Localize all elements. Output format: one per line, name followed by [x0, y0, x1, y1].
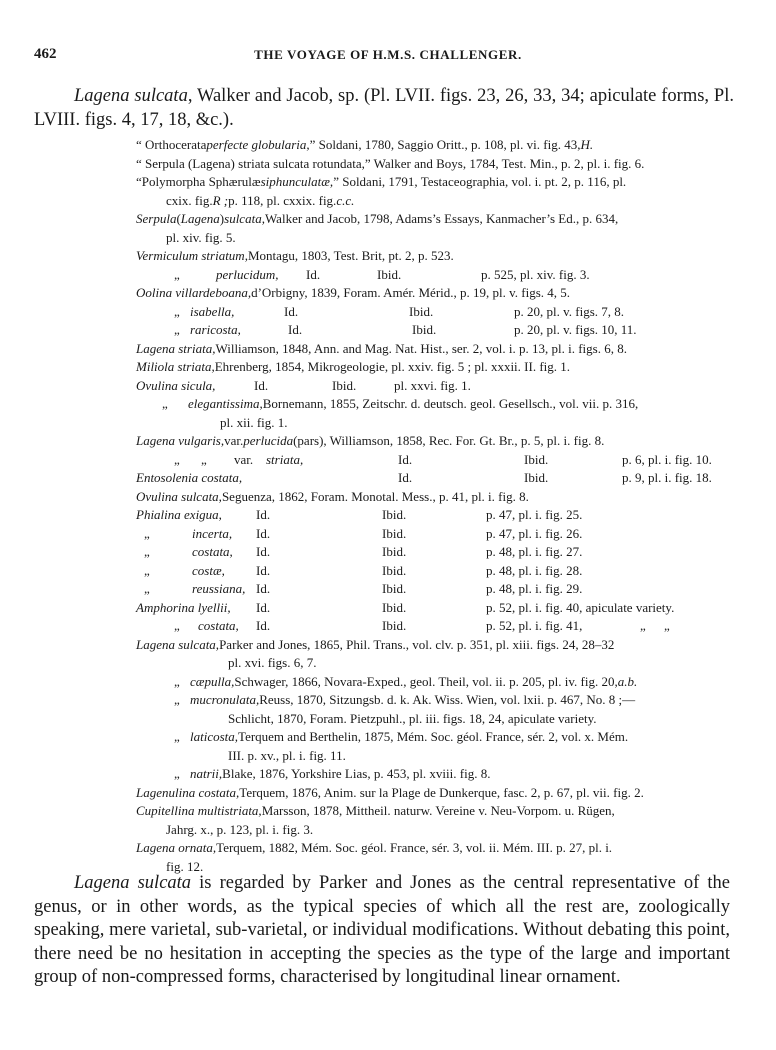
reference-text: „	[144, 525, 150, 541]
reference-text: costata,	[198, 618, 239, 633]
reference-line	[136, 525, 736, 544]
reference-text: striata,	[266, 451, 304, 467]
reference-text: Lagena vulgaris,	[136, 433, 225, 448]
reference-text: Id.	[398, 451, 413, 467]
reference-line	[136, 747, 736, 766]
reference-text: Amphorina lyellii,	[136, 599, 231, 615]
reference-text: Ibid.	[332, 377, 357, 393]
reference-text: Terquem and Berthelin, 1875, Mém. Soc. géol. France, sér. 2, vol. x. Mém.	[238, 729, 629, 744]
reference-text: Jahrg. x., p. 123, pl. i. fig. 3.	[166, 821, 314, 837]
reference-line	[136, 155, 736, 174]
reference-text: Serpula	[136, 211, 177, 226]
reference-text: „	[144, 581, 150, 596]
reference-line	[136, 321, 736, 340]
reference-text: Id.	[254, 377, 269, 393]
reference-text: (	[176, 211, 181, 226]
reference-text: ” Soldani, 1780, Saggio Oritt., p. 108, pl. vi. fig. 43,	[309, 137, 581, 152]
reference-text: III. p. xv., pl. i. fig. 11.	[228, 747, 346, 763]
reference-text: „	[174, 303, 180, 319]
reference-line	[136, 136, 736, 155]
reference-text: pl. xiv. fig. 5.	[166, 229, 236, 245]
reference-text: p. 52, pl. i. fig. 40, apiculate variety.	[486, 599, 675, 615]
reference-text: Id.	[284, 303, 299, 319]
reference-text: cxix. fig.	[166, 192, 213, 208]
reference-text: Lagena striata,	[136, 340, 216, 356]
reference-text: Schlicht, 1870, Foram. Pietzpuhl., pl. iii. figs. 18, 24, apiculate variety.	[228, 710, 597, 726]
reference-text: „	[664, 618, 670, 633]
body-species-name: Lagena sulcata	[74, 873, 192, 893]
reference-line	[136, 562, 736, 581]
reference-text: Parker and Jones, 1865, Phil. Trans., vol. clv. p. 351, pl. xiii. figs. 24, 28–32	[219, 636, 615, 652]
reference-text: „	[174, 729, 180, 744]
reference-text: p. 6, pl. i. fig. 10.	[622, 451, 712, 467]
reference-text: Ibid.	[382, 544, 407, 559]
reference-text: fig. 12.	[166, 858, 204, 874]
reference-text: Ibid.	[382, 599, 407, 615]
reference-text: siphunculatæ,	[260, 174, 334, 189]
reference-text: p. 20, pl. v. figs. 7, 8.	[514, 303, 625, 319]
reference-text: Blake, 1876, Yorkshire Lias, p. 453, pl. xviii. fig. 8.	[222, 766, 491, 781]
reference-text: var.	[234, 451, 254, 467]
running-head: THE VOYAGE OF H.M.S. CHALLENGER.	[254, 47, 522, 62]
reference-line	[136, 691, 736, 710]
reference-text: Terquem, 1876, Anim. sur la Plage de Dunkerque, fasc. 2, p. 67, pl. vii. fig. 2.	[239, 784, 644, 800]
reference-line	[136, 377, 736, 396]
reference-text: Montagu, 1803, Test. Brit, pt. 2, p. 523.	[247, 248, 454, 263]
reference-text: „	[640, 618, 646, 633]
reference-line	[136, 303, 736, 322]
page-header	[34, 46, 742, 66]
reference-line	[136, 728, 736, 747]
reference-text: „	[174, 618, 180, 633]
reference-text: Terquem, 1882, Mém. Soc. géol. France, sér. 3, vol. ii. Mém. III. p. 27, pl. i.	[216, 840, 613, 855]
body-paragraph	[34, 872, 730, 990]
reference-text: Cupitellina multistriata,	[136, 803, 262, 818]
reference-text: Reuss, 1870, Sitzungsb. d. k. Ak. Wiss. Wien, vol. lxii. p. 467, No. 8 ;—	[259, 692, 636, 707]
reference-text: costata,	[192, 544, 233, 559]
reference-text: Id.	[306, 266, 321, 282]
reference-text: Schwager, 1866, Novara-Exped., geol. Theil, vol. ii. p. 205, pl. iv. fig. 20,	[234, 673, 618, 689]
reference-text: Id.	[256, 581, 271, 596]
reference-text: Id.	[288, 322, 303, 337]
reference-text: „	[144, 544, 150, 559]
reference-text: p. 48, pl. i. fig. 29.	[486, 581, 583, 596]
reference-text: Ibid.	[382, 507, 407, 522]
reference-line	[136, 358, 736, 377]
reference-text: „	[174, 451, 180, 467]
reference-text: Seguenza, 1862, Foram. Monotal. Mess., p. 41, pl. i. fig. 8.	[221, 488, 529, 504]
body-paragraph-text: is regarded by Parker and Jones as the central representative of the genus, or in other words, as the typical species of which all the rest are, zoologically speaking, mere varietal, sub-varietal, or individual modifications. Without debating this point, there need be no hesitation in accepting the species as the type of the large and important group of non-compressed forms, characterised by longitudinal linear ornament.	[34, 873, 730, 988]
reference-text: p. 20, pl. v. figs. 10, 11.	[514, 322, 637, 337]
reference-line	[136, 765, 736, 784]
reference-line	[136, 654, 736, 673]
reference-text: „	[174, 322, 180, 337]
reference-text: Entosolenia costata,	[136, 470, 243, 485]
reference-text: sulcata,	[224, 211, 265, 226]
reference-text: Lagena	[180, 211, 220, 226]
reference-text: “ Orthocerata	[136, 137, 207, 152]
reference-line	[136, 617, 736, 636]
reference-text: (pars), Williamson, 1858, Rec. For. Gt. Br., p. 5, pl. i. fig. 8.	[293, 433, 605, 448]
reference-text: Ibid.	[382, 581, 407, 596]
reference-text: Vermiculum striatum,	[136, 248, 248, 263]
reference-line	[136, 710, 736, 729]
reference-line	[136, 802, 736, 821]
reference-text: ” Soldani, 1791, Testaceographia, vol. i. pt. 2, p. 116, pl.	[333, 174, 627, 189]
reference-text: Ibid.	[524, 451, 549, 467]
reference-text: „	[144, 562, 150, 578]
synonymy-list	[136, 136, 736, 876]
reference-text: „	[174, 266, 180, 282]
reference-text: Id.	[256, 507, 271, 522]
reference-text: p. 48, pl. i. fig. 28.	[486, 562, 583, 578]
reference-text: p. 48, pl. i. fig. 27.	[486, 544, 583, 559]
reference-text: p. 52, pl. i. fig. 41,	[486, 618, 583, 633]
reference-text: Ibid.	[382, 562, 407, 578]
reference-text: R ;	[212, 192, 229, 208]
reference-text: Williamson, 1848, Ann. and Mag. Nat. Hist., ser. 2, vol. i. p. 13, pl. i. figs. 6, 8.	[215, 340, 627, 356]
reference-line	[136, 229, 736, 248]
reference-text: perfecte globularia,	[206, 137, 310, 152]
reference-text: Ibid.	[377, 266, 402, 282]
reference-text: pl. xii. fig. 1.	[220, 414, 288, 430]
reference-text: Ovulina sulcata,	[136, 488, 222, 504]
species-heading	[34, 84, 734, 132]
reference-text: p. 47, pl. i. fig. 26.	[486, 525, 583, 541]
reference-text: Ibid.	[412, 322, 437, 337]
reference-text: Miliola striata,	[136, 359, 215, 374]
reference-text: “ Serpula (Lagena) striata sulcata rotundata,” Walker and Boys, 1784, Test. Min., p. 2, pl. i. fig. 6.	[136, 155, 645, 171]
species-heading-text: , Walker and Jacob, sp. (Pl. LVII. figs. 23, 26, 33, 34; apiculate forms, Pl. LVIII. figs. 4, 17, 18, &c.).	[34, 86, 734, 130]
reference-line	[136, 340, 736, 359]
reference-text: natrii,	[190, 766, 223, 781]
reference-line	[136, 821, 736, 840]
reference-text: Id.	[256, 562, 271, 578]
reference-text: Id.	[256, 618, 271, 633]
reference-text: Id.	[256, 599, 271, 615]
reference-text: elegantissima,	[188, 396, 263, 411]
reference-text: pl. xxvi. fig. 1.	[394, 377, 471, 393]
reference-text: Phialina exigua,	[136, 507, 222, 522]
reference-text: Marsson, 1878, Mittheil. naturw. Vereine v. Neu-Vorpom. u. Rügen,	[261, 803, 615, 818]
reference-line	[136, 543, 736, 562]
reference-text: laticosta,	[190, 729, 239, 744]
reference-line	[136, 432, 736, 451]
reference-text: „	[201, 451, 207, 467]
reference-text: Ovulina sicula,	[136, 377, 216, 393]
reference-line	[136, 636, 736, 655]
reference-text: Lagena ornata,	[136, 840, 217, 855]
reference-text: Walker and Jacob, 1798, Adams’s Essays, Kanmacher’s Ed., p. 634,	[264, 211, 619, 226]
reference-line	[136, 192, 736, 211]
reference-text: Ibid.	[382, 618, 407, 633]
reference-text: „	[174, 766, 180, 781]
reference-text: isabella,	[190, 303, 235, 319]
reference-text: cæpulla,	[190, 673, 235, 689]
reference-text: Bornemann, 1855, Zeitschr. d. deutsch. geol. Gesellsch., vol. vii. p. 316,	[262, 396, 639, 411]
species-name: Lagena sulcata	[74, 86, 188, 106]
reference-text: )	[219, 211, 225, 226]
reference-text: raricosta,	[190, 322, 241, 337]
reference-text: perlucida	[243, 433, 294, 448]
reference-line	[136, 395, 736, 414]
reference-text: Lagena sulcata,	[136, 636, 220, 652]
reference-text: var.	[224, 433, 244, 448]
reference-line	[136, 414, 736, 433]
reference-text: „	[174, 673, 180, 689]
reference-line	[136, 284, 736, 303]
reference-text: d’Orbigny, 1839, Foram. Amér. Mérid., p. 19, pl. v. figs. 4, 5.	[251, 285, 571, 300]
reference-line	[136, 210, 736, 229]
reference-line	[136, 266, 736, 285]
reference-line	[136, 599, 736, 618]
reference-line	[136, 173, 736, 192]
reference-text: a.b.	[617, 673, 638, 689]
reference-text: „	[162, 396, 168, 411]
reference-text: Lagenulina costata,	[136, 784, 240, 800]
reference-text: perlucidum,	[216, 266, 279, 282]
reference-text: mucronulata,	[190, 692, 260, 707]
reference-line	[136, 580, 736, 599]
reference-text: reussiana,	[192, 581, 246, 596]
reference-text: Id.	[256, 544, 271, 559]
reference-line	[136, 488, 736, 507]
reference-text: c.c.	[336, 192, 355, 208]
reference-text: p. 47, pl. i. fig. 25.	[486, 507, 583, 522]
reference-text: Ibid.	[382, 525, 407, 541]
reference-line	[136, 673, 736, 692]
page-number: 462	[34, 46, 57, 62]
reference-text: Ehrenberg, 1854, Mikrogeologie, pl. xxiv. fig. 5 ; pl. xxxii. II. fig. 1.	[214, 359, 571, 374]
reference-line	[136, 506, 736, 525]
reference-text: Id.	[398, 470, 413, 485]
reference-text: Ibid.	[409, 303, 434, 319]
reference-text: Ibid.	[524, 470, 549, 485]
reference-text: p. 525, pl. xiv. fig. 3.	[481, 266, 590, 282]
reference-line	[136, 469, 736, 488]
reference-text: Id.	[256, 525, 271, 541]
reference-text: p. 9, pl. i. fig. 18.	[622, 470, 712, 485]
reference-line	[136, 247, 736, 266]
reference-text: Oolina villardeboana,	[136, 285, 252, 300]
reference-text: “Polymorpha Sphærulæ	[136, 174, 261, 189]
reference-line	[136, 451, 736, 470]
reference-text: costæ,	[192, 562, 225, 578]
reference-text: p. 118, pl. cxxix. fig.	[228, 192, 337, 208]
reference-text: pl. xvi. figs. 6, 7.	[228, 655, 317, 670]
reference-text: „	[174, 692, 180, 707]
reference-text: incerta,	[192, 525, 233, 541]
reference-line	[136, 839, 736, 858]
reference-text: H.	[580, 137, 594, 152]
reference-line	[136, 784, 736, 803]
